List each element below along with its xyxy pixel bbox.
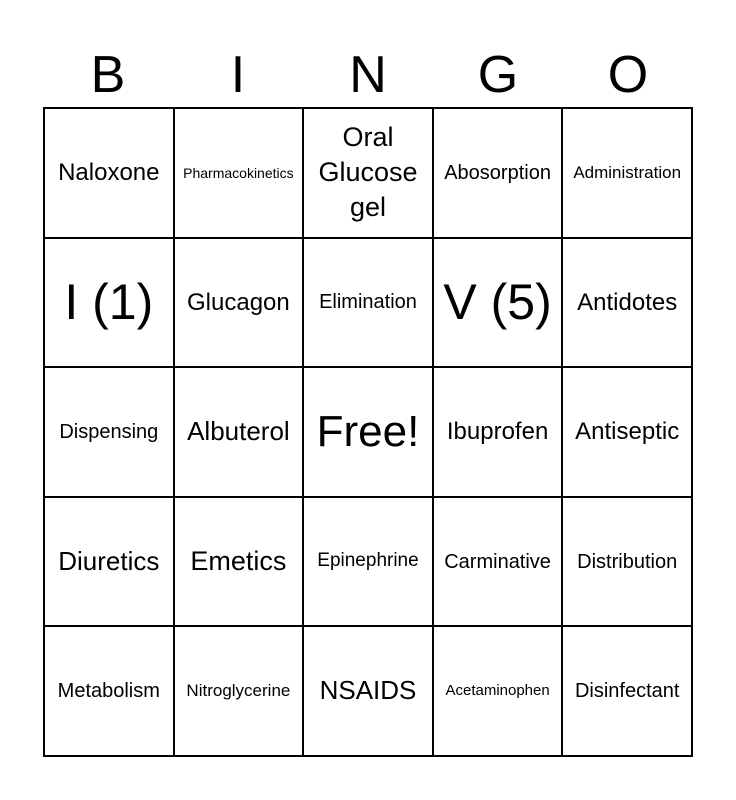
header-letter-g: G xyxy=(477,46,519,104)
cell-label: Ibuprofen xyxy=(446,418,549,446)
bingo-cell xyxy=(44,238,174,368)
cell-label: Oral Glucose gel xyxy=(318,122,418,223)
bingo-cell xyxy=(303,367,433,497)
cell-label: Diuretics xyxy=(58,545,160,576)
bingo-cell xyxy=(303,626,433,756)
cell-label: Metabolism xyxy=(57,680,160,703)
bingo-cell xyxy=(562,626,692,756)
cell-label: Abosorption xyxy=(444,161,551,184)
bingo-cell xyxy=(44,367,174,497)
bingo-cell xyxy=(303,108,433,238)
bingo-cell xyxy=(303,238,433,368)
cell-label: V (5) xyxy=(443,273,552,330)
cell-label: Elimination xyxy=(319,291,417,314)
bingo-cell xyxy=(433,238,563,368)
bingo-cell xyxy=(303,497,433,627)
bingo-cell xyxy=(562,108,692,238)
header-letter-i: I xyxy=(230,46,246,104)
cell-label: Distribution xyxy=(577,550,678,573)
cell-label: NSAIDS xyxy=(319,675,417,706)
bingo-cell xyxy=(174,108,304,238)
cell-label: Free! xyxy=(316,407,420,457)
cell-label: Carminative xyxy=(444,550,551,573)
cell-label: I (1) xyxy=(64,273,154,330)
bingo-cell xyxy=(174,367,304,497)
bingo-cell xyxy=(433,108,563,238)
bingo-cell xyxy=(44,108,174,238)
cell-label: Emetics xyxy=(190,546,287,577)
bingo-cell xyxy=(562,367,692,497)
bingo-cell xyxy=(44,497,174,627)
bingo-grid xyxy=(43,107,693,757)
cell-label: Disinfectant xyxy=(574,680,680,703)
bingo-cell xyxy=(562,497,692,627)
bingo-cell xyxy=(174,497,304,627)
bingo-cell xyxy=(174,626,304,756)
header-letter-n: N xyxy=(349,46,387,104)
cell-label: Naloxone xyxy=(58,159,160,187)
cell-label: Dispensing xyxy=(59,420,159,443)
header-letter-o: O xyxy=(607,46,649,104)
cell-label: Glucagon xyxy=(187,288,290,316)
cell-label: Antidotes xyxy=(577,288,678,316)
cell-label: Administration xyxy=(573,162,682,182)
cell-label: Albuterol xyxy=(187,416,290,447)
bingo-cell xyxy=(44,626,174,756)
bingo-cell xyxy=(174,238,304,368)
cell-label: Epinephrine xyxy=(317,550,419,572)
bingo-cell xyxy=(433,497,563,627)
bingo-cell xyxy=(433,626,563,756)
bingo-header xyxy=(43,44,693,106)
cell-label: Antiseptic xyxy=(575,418,680,446)
header-letter-b: B xyxy=(90,46,126,104)
cell-label: Nitroglycerine xyxy=(186,681,291,701)
bingo-cell xyxy=(562,238,692,368)
cell-label: Pharmacokinetics xyxy=(183,164,294,181)
bingo-cell xyxy=(433,367,563,497)
cell-label: Acetaminophen xyxy=(445,682,550,700)
